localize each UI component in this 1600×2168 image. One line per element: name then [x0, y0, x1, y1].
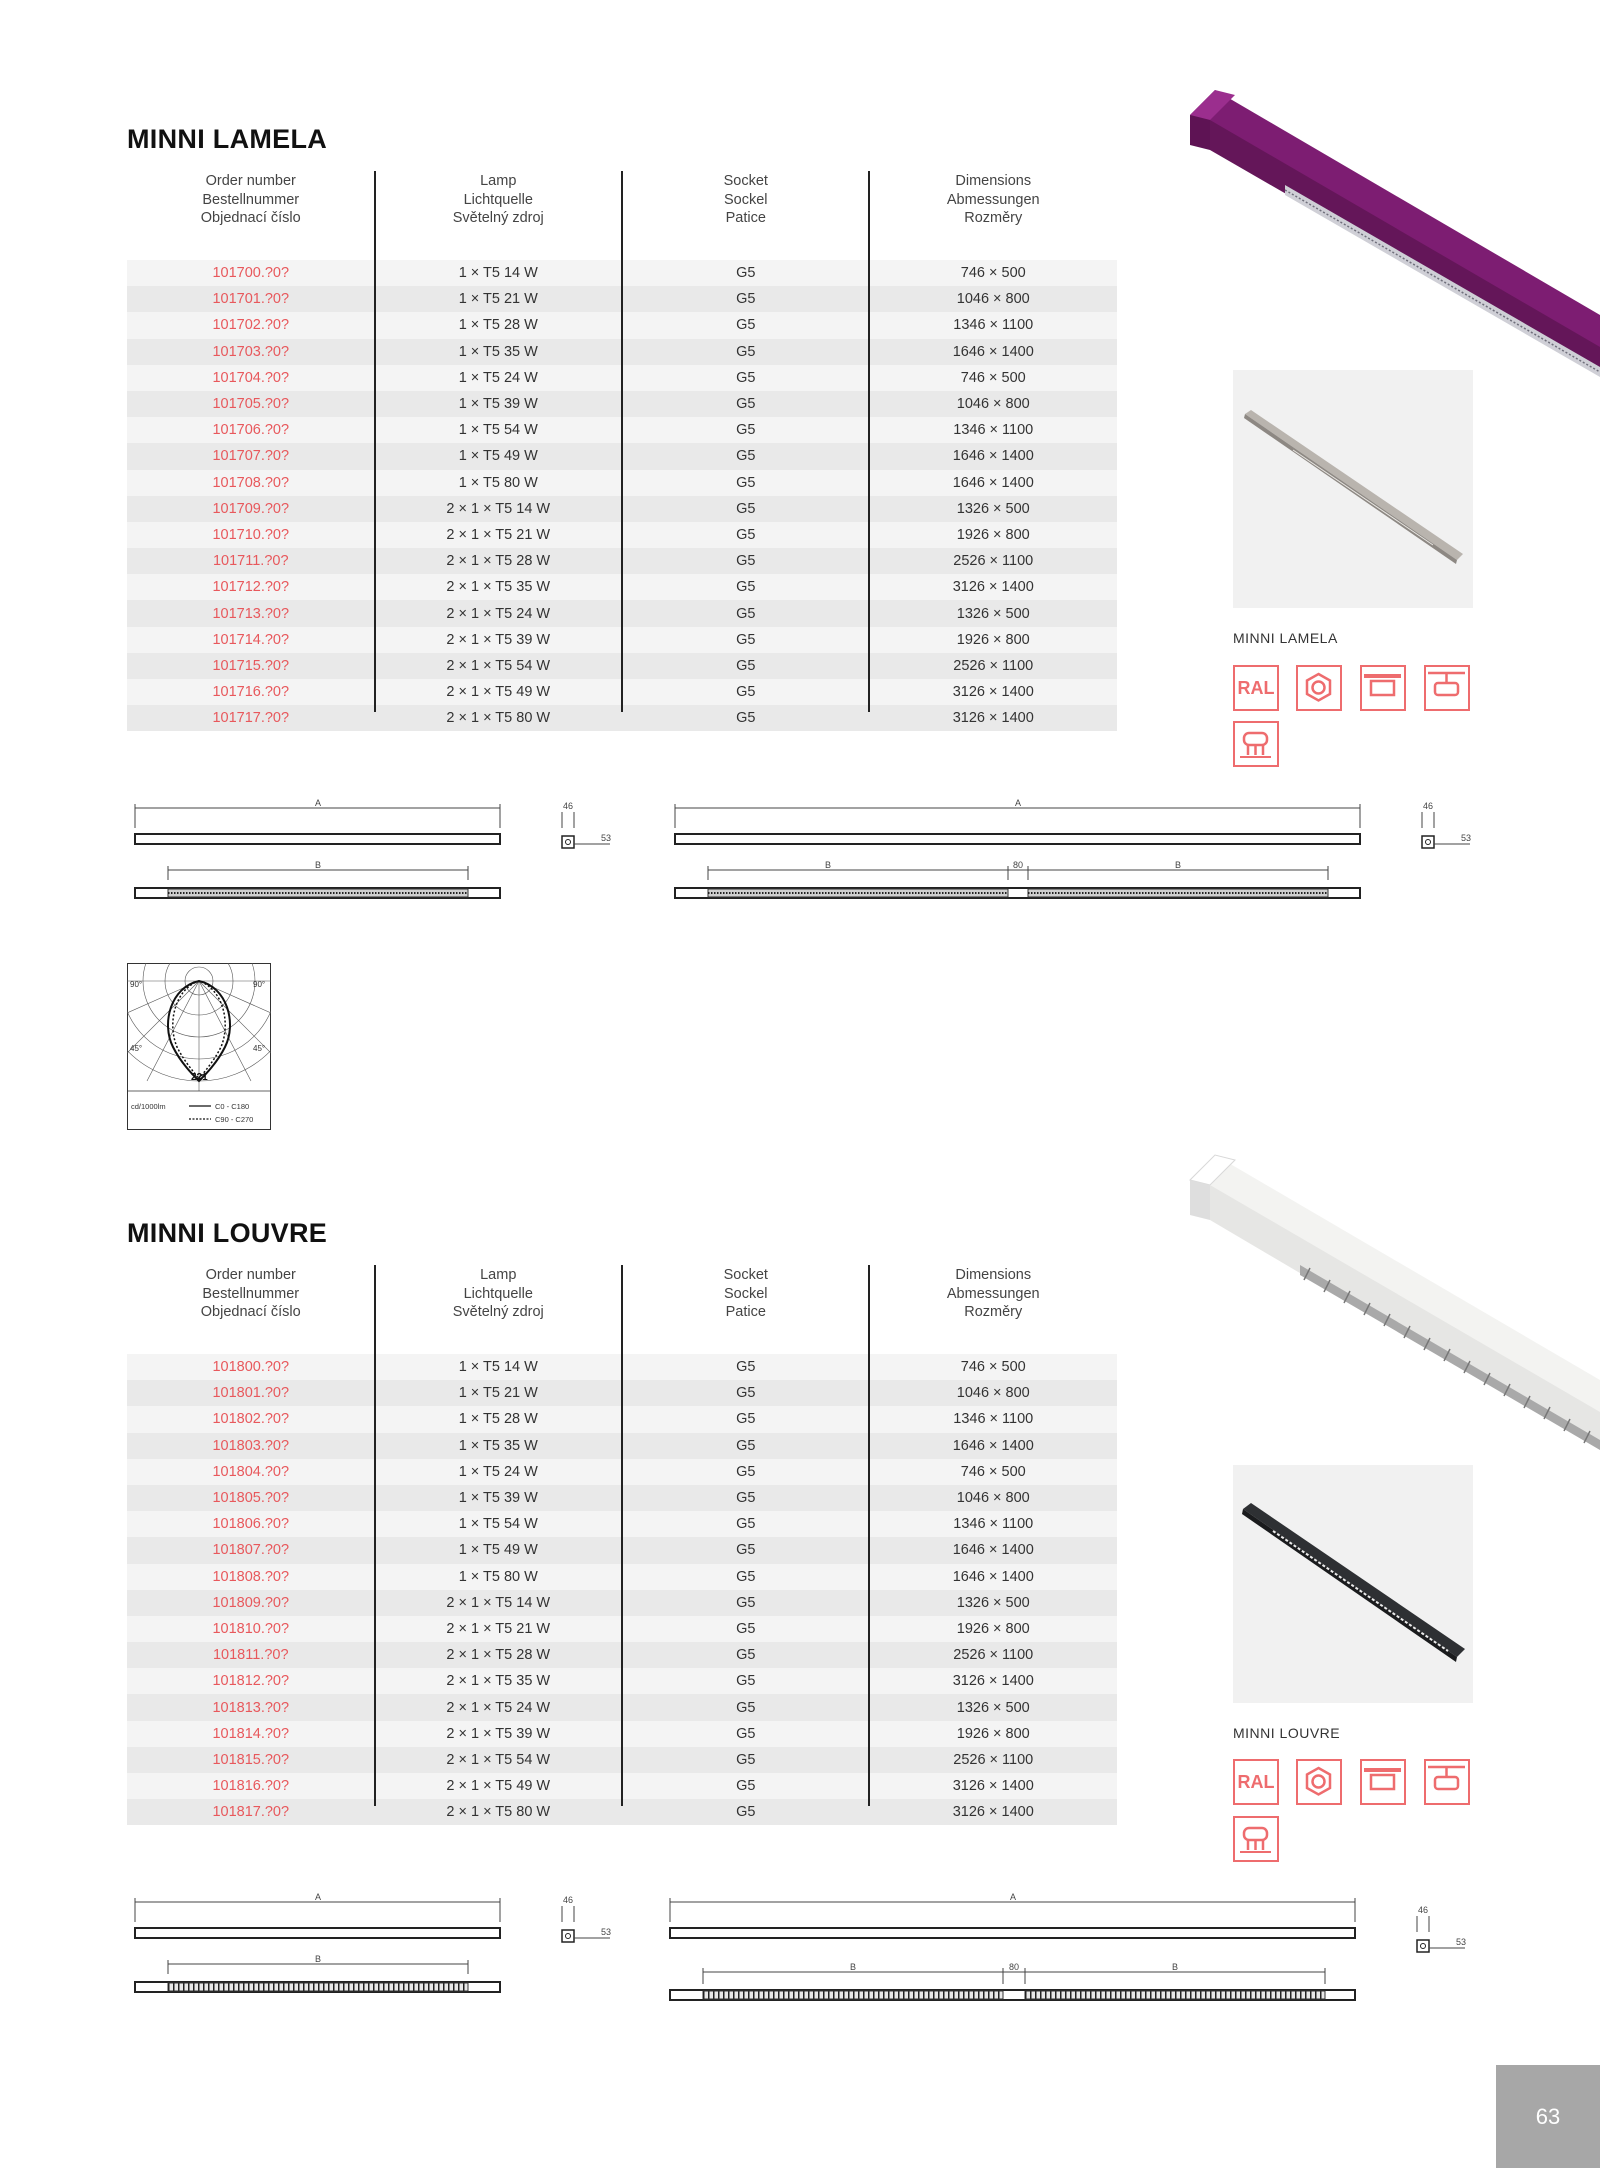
dim-height-label: 46 — [562, 1895, 574, 1905]
dim-b-label: B — [314, 1954, 322, 1964]
header-socket — [622, 172, 870, 242]
column-divider — [868, 171, 870, 712]
cell-socket: G5 — [736, 343, 756, 360]
cell-lamp: 1 × T5 35 W — [458, 1437, 538, 1454]
cell-order-number: 101801.?0? — [212, 1385, 290, 1402]
cell-socket: G5 — [736, 1411, 756, 1428]
header-lamp — [375, 172, 623, 242]
cell-dimensions: 1346 × 1100 — [953, 422, 1034, 439]
legend-c90: C90 - C270 — [215, 1115, 254, 1124]
cell-order-number: 101817.?0? — [212, 1804, 290, 1821]
cell-socket: G5 — [736, 1359, 756, 1376]
cell-dimensions: 1326 × 500 — [956, 605, 1030, 622]
thumbnail-label-lamela: MINNI LAMELA — [1233, 630, 1338, 646]
header-line: Bestellnummer — [202, 1285, 300, 1302]
cell-dimensions: 1646 × 1400 — [952, 1542, 1034, 1559]
dim-gap-label: 80 — [1012, 860, 1024, 870]
cell-dimensions: 1926 × 800 — [956, 526, 1030, 543]
cell-dimensions: 1346 × 1100 — [953, 1411, 1034, 1428]
cell-dimensions: 746 × 500 — [960, 369, 1026, 386]
dim-b-label: B — [824, 860, 832, 870]
dim-height-label: 46 — [1422, 801, 1434, 811]
cell-order-number: 101711.?0? — [212, 553, 289, 570]
cell-socket: G5 — [736, 1594, 756, 1611]
legend-c0: C0 - C180 — [215, 1102, 250, 1111]
header-line: Abmessungen — [946, 1285, 1040, 1302]
cell-lamp: 1 × T5 24 W — [458, 369, 538, 386]
pendant-mount-icon — [1424, 665, 1470, 711]
cell-socket: G5 — [736, 579, 756, 596]
header-socket — [622, 1266, 870, 1336]
ceiling-mount-icon — [1233, 721, 1279, 767]
header-dimensions — [870, 1266, 1118, 1336]
cell-dimensions: 1046 × 800 — [956, 291, 1030, 308]
cell-lamp: 2 × 1 × T5 14 W — [446, 500, 551, 517]
cell-dimensions: 2526 × 1100 — [953, 657, 1034, 674]
cell-socket: G5 — [736, 657, 756, 674]
column-divider — [621, 171, 623, 712]
header-line: Rozměry — [964, 1304, 1023, 1320]
column-divider — [374, 1265, 376, 1806]
dim-a-label: A — [1009, 1892, 1017, 1902]
cell-order-number: 101813.?0? — [212, 1699, 290, 1716]
cell-socket: G5 — [736, 291, 756, 308]
angle-label: 45° — [253, 1044, 266, 1053]
cell-lamp: 1 × T5 28 W — [458, 317, 538, 334]
cell-order-number: 101805.?0? — [212, 1490, 290, 1507]
cell-lamp: 2 × 1 × T5 24 W — [446, 1699, 551, 1716]
cell-order-number: 101806.?0? — [212, 1516, 290, 1533]
cell-socket: G5 — [736, 1542, 756, 1559]
recessed-mount-icon — [1360, 665, 1406, 711]
cell-socket: G5 — [736, 1778, 756, 1795]
cell-socket: G5 — [736, 631, 756, 648]
cell-dimensions: 746 × 500 — [960, 1359, 1026, 1376]
cell-lamp: 1 × T5 24 W — [458, 1463, 538, 1480]
light-distribution-diagram — [127, 963, 271, 1130]
cell-order-number: 101705.?0? — [212, 396, 290, 413]
cell-order-number: 101716.?0? — [212, 684, 290, 701]
header-line: Order number — [205, 1267, 296, 1283]
cell-socket: G5 — [736, 684, 756, 701]
cell-order-number: 101707.?0? — [212, 448, 290, 465]
cell-order-number: 101706.?0? — [212, 422, 290, 439]
cell-socket: G5 — [736, 317, 756, 334]
cell-lamp: 1 × T5 21 W — [458, 1385, 538, 1402]
cell-dimensions: 2526 × 1100 — [953, 1751, 1034, 1768]
product-thumbnail-lamela — [1233, 370, 1473, 608]
header-line: Patice — [725, 210, 766, 226]
peak-value-label: 221 — [191, 1072, 208, 1083]
ral-color-icon — [1233, 665, 1279, 711]
cell-order-number: 101709.?0? — [212, 500, 290, 517]
cell-socket: G5 — [736, 553, 756, 570]
cell-lamp: 2 × 1 × T5 49 W — [446, 684, 551, 701]
cell-order-number: 101700.?0? — [212, 265, 290, 282]
page-number: 63 — [1535, 2104, 1561, 2129]
dim-height-label: 46 — [1417, 1905, 1429, 1915]
cell-lamp: 2 × 1 × T5 39 W — [446, 1725, 551, 1742]
cell-order-number: 101712.?0? — [212, 579, 290, 596]
cell-lamp: 1 × T5 80 W — [458, 474, 538, 491]
dim-width-label: 53 — [600, 833, 612, 843]
cell-lamp: 2 × 1 × T5 24 W — [446, 605, 551, 622]
cell-order-number: 101803.?0? — [212, 1437, 290, 1454]
column-divider — [868, 1265, 870, 1806]
cell-dimensions: 1646 × 1400 — [952, 474, 1034, 491]
cell-dimensions: 3126 × 1400 — [952, 579, 1034, 596]
header-line: Lamp — [480, 1267, 517, 1283]
cell-dimensions: 746 × 500 — [960, 265, 1026, 282]
cell-dimensions: 1926 × 800 — [956, 631, 1030, 648]
header-lamp — [375, 1266, 623, 1336]
cell-order-number: 101809.?0? — [212, 1594, 290, 1611]
pendant-mount-icon — [1424, 1759, 1470, 1805]
header-dimensions — [870, 172, 1118, 242]
dim-b-label: B — [1171, 1962, 1179, 1972]
cell-lamp: 2 × 1 × T5 21 W — [446, 1620, 551, 1637]
cell-socket: G5 — [736, 605, 756, 622]
cell-lamp: 1 × T5 14 W — [458, 265, 538, 282]
cell-socket: G5 — [736, 1568, 756, 1585]
cell-lamp: 2 × 1 × T5 35 W — [446, 1673, 551, 1690]
cell-dimensions: 1046 × 800 — [956, 1490, 1030, 1507]
header-line: Objednací číslo — [200, 210, 301, 226]
cell-order-number: 101704.?0? — [212, 369, 290, 386]
section-title-louvre: MINNI LOUVRE — [127, 1218, 328, 1248]
cell-socket: G5 — [736, 265, 756, 282]
dim-height-label: 46 — [562, 801, 574, 811]
header-order-number — [127, 172, 375, 242]
cell-order-number: 101703.?0? — [212, 343, 290, 360]
dim-width-label: 53 — [1460, 833, 1472, 843]
dim-gap-label: 80 — [1008, 1962, 1020, 1972]
cell-order-number: 101804.?0? — [212, 1463, 290, 1480]
cell-lamp: 1 × T5 35 W — [458, 343, 538, 360]
header-line: Socket — [723, 1267, 768, 1283]
cell-lamp: 1 × T5 54 W — [458, 1516, 538, 1533]
cell-lamp: 2 × 1 × T5 21 W — [446, 526, 551, 543]
cell-order-number: 101812.?0? — [212, 1673, 290, 1690]
cell-lamp: 1 × T5 39 W — [458, 1490, 538, 1507]
cell-order-number: 101800.?0? — [212, 1359, 290, 1376]
hex-nut-icon — [1296, 665, 1342, 711]
cell-dimensions: 1926 × 800 — [956, 1725, 1030, 1742]
cell-socket: G5 — [736, 1804, 756, 1821]
cell-lamp: 2 × 1 × T5 49 W — [446, 1778, 551, 1795]
dim-a-label: A — [314, 1892, 322, 1902]
cell-dimensions: 1326 × 500 — [956, 1594, 1030, 1611]
cell-socket: G5 — [736, 1620, 756, 1637]
header-line: Sockel — [723, 1285, 768, 1302]
cell-dimensions: 1646 × 1400 — [952, 343, 1034, 360]
cell-socket: G5 — [736, 1490, 756, 1507]
cell-lamp: 2 × 1 × T5 80 W — [446, 710, 551, 727]
cell-order-number: 101814.?0? — [212, 1725, 290, 1742]
cell-lamp: 1 × T5 28 W — [458, 1411, 538, 1428]
header-line: Světelný zdroj — [452, 210, 544, 226]
ral-label: RAL — [1237, 1771, 1275, 1792]
cell-lamp: 1 × T5 39 W — [458, 396, 538, 413]
cell-socket: G5 — [736, 1673, 756, 1690]
cell-socket: G5 — [736, 396, 756, 413]
dim-a-label: A — [314, 798, 322, 808]
cell-socket: G5 — [736, 369, 756, 386]
angle-label: 45° — [130, 1044, 143, 1053]
cell-order-number: 101713.?0? — [212, 605, 290, 622]
cell-socket: G5 — [736, 448, 756, 465]
cell-dimensions: 1646 × 1400 — [952, 1568, 1034, 1585]
product-photo-louvre — [1180, 1150, 1600, 1460]
cell-lamp: 2 × 1 × T5 39 W — [446, 631, 551, 648]
cell-lamp: 1 × T5 49 W — [458, 1542, 538, 1559]
cell-lamp: 1 × T5 80 W — [458, 1568, 538, 1585]
dim-width-label: 53 — [1455, 1937, 1467, 1947]
cell-dimensions: 1346 × 1100 — [953, 317, 1034, 334]
dim-width-label: 53 — [600, 1927, 612, 1937]
header-line: Abmessungen — [946, 191, 1040, 208]
cell-lamp: 1 × T5 54 W — [458, 422, 538, 439]
cell-dimensions: 1646 × 1400 — [952, 448, 1034, 465]
cell-dimensions: 1646 × 1400 — [952, 1437, 1034, 1454]
cell-socket: G5 — [736, 1647, 756, 1664]
header-line: Bestellnummer — [202, 191, 300, 208]
recessed-mount-icon — [1360, 1759, 1406, 1805]
cell-lamp: 2 × 1 × T5 80 W — [446, 1804, 551, 1821]
angle-label: 90° — [130, 980, 143, 989]
cell-dimensions: 2526 × 1100 — [953, 1647, 1034, 1664]
cell-order-number: 101714.?0? — [212, 631, 290, 648]
cell-socket: G5 — [736, 1516, 756, 1533]
cell-socket: G5 — [736, 474, 756, 491]
cell-lamp: 1 × T5 49 W — [458, 448, 538, 465]
cell-dimensions: 746 × 500 — [960, 1463, 1026, 1480]
angle-label: 90° — [253, 980, 266, 989]
header-line: Dimensions — [955, 1267, 1032, 1283]
header-line: Sockel — [723, 191, 768, 208]
cell-lamp: 2 × 1 × T5 35 W — [446, 579, 551, 596]
cell-dimensions: 2526 × 1100 — [953, 553, 1034, 570]
hex-nut-icon — [1296, 1759, 1342, 1805]
cell-order-number: 101802.?0? — [212, 1411, 290, 1428]
cell-order-number: 101701.?0? — [212, 291, 290, 308]
cell-lamp: 2 × 1 × T5 28 W — [446, 553, 551, 570]
cell-socket: G5 — [736, 1699, 756, 1716]
header-line: Objednací číslo — [200, 1304, 301, 1320]
header-line: Lamp — [480, 173, 517, 189]
cell-order-number: 101811.?0? — [212, 1647, 289, 1664]
header-line: Lichtquelle — [463, 191, 533, 208]
cell-order-number: 101815.?0? — [212, 1751, 290, 1768]
column-divider — [621, 1265, 623, 1806]
header-line: Socket — [723, 173, 768, 189]
dim-b-label: B — [314, 860, 322, 870]
cell-lamp: 2 × 1 × T5 54 W — [446, 1751, 551, 1768]
thumbnail-label-louvre: MINNI LOUVRE — [1233, 1725, 1341, 1741]
technical-drawing-single-lamela — [130, 798, 650, 908]
product-thumbnail-louvre — [1233, 1465, 1473, 1703]
cell-socket: G5 — [736, 1751, 756, 1768]
cell-socket: G5 — [736, 526, 756, 543]
technical-drawing-double-lamela — [670, 798, 1490, 908]
header-line: Rozměry — [964, 210, 1023, 226]
cell-order-number: 101717.?0? — [212, 710, 290, 727]
cell-socket: G5 — [736, 1385, 756, 1402]
cell-order-number: 101708.?0? — [212, 474, 290, 491]
cell-order-number: 101702.?0? — [212, 317, 290, 334]
cell-dimensions: 1046 × 800 — [956, 396, 1030, 413]
cell-lamp: 1 × T5 14 W — [458, 1359, 538, 1376]
cell-lamp: 2 × 1 × T5 28 W — [446, 1647, 551, 1664]
cell-order-number: 101715.?0? — [212, 657, 290, 674]
section-title-lamela: MINNI LAMELA — [127, 124, 328, 154]
technical-drawing-single-louvre — [130, 1892, 650, 2002]
cell-dimensions: 3126 × 1400 — [952, 1804, 1034, 1821]
cell-socket: G5 — [736, 1725, 756, 1742]
cell-dimensions: 1326 × 500 — [956, 1699, 1030, 1716]
cell-lamp: 2 × 1 × T5 54 W — [446, 657, 551, 674]
cell-order-number: 101807.?0? — [212, 1542, 290, 1559]
header-line: Světelný zdroj — [452, 1304, 544, 1320]
technical-drawing-double-louvre — [665, 1892, 1495, 2012]
cell-dimensions: 3126 × 1400 — [952, 684, 1034, 701]
cell-dimensions: 3126 × 1400 — [952, 710, 1034, 727]
dim-b-label: B — [1174, 860, 1182, 870]
cell-socket: G5 — [736, 710, 756, 727]
cell-dimensions: 1926 × 800 — [956, 1620, 1030, 1637]
cell-lamp: 1 × T5 21 W — [458, 291, 538, 308]
column-divider — [374, 171, 376, 712]
cell-dimensions: 1346 × 1100 — [953, 1516, 1034, 1533]
cell-order-number: 101816.?0? — [212, 1778, 290, 1795]
header-order-number — [127, 1266, 375, 1336]
cell-dimensions: 1326 × 500 — [956, 500, 1030, 517]
cell-order-number: 101810.?0? — [212, 1620, 290, 1637]
cell-socket: G5 — [736, 422, 756, 439]
header-line: Patice — [725, 1304, 766, 1320]
cell-dimensions: 1046 × 800 — [956, 1385, 1030, 1402]
header-line: Lichtquelle — [463, 1285, 533, 1302]
ral-color-icon — [1233, 1759, 1279, 1805]
ral-label: RAL — [1237, 677, 1275, 698]
unit-label: cd/1000lm — [131, 1102, 166, 1111]
header-line: Dimensions — [955, 173, 1032, 189]
cell-dimensions: 3126 × 1400 — [952, 1778, 1034, 1795]
cell-socket: G5 — [736, 1463, 756, 1480]
cell-dimensions: 3126 × 1400 — [952, 1673, 1034, 1690]
cell-order-number: 101710.?0? — [212, 526, 290, 543]
ceiling-mount-icon — [1233, 1816, 1279, 1862]
cell-order-number: 101808.?0? — [212, 1568, 290, 1585]
header-line: Order number — [205, 173, 296, 189]
cell-socket: G5 — [736, 1437, 756, 1454]
cell-lamp: 2 × 1 × T5 14 W — [446, 1594, 551, 1611]
dim-a-label: A — [1014, 798, 1022, 808]
product-photo-lamela — [1180, 85, 1600, 385]
dim-b-label: B — [849, 1962, 857, 1972]
cell-socket: G5 — [736, 500, 756, 517]
